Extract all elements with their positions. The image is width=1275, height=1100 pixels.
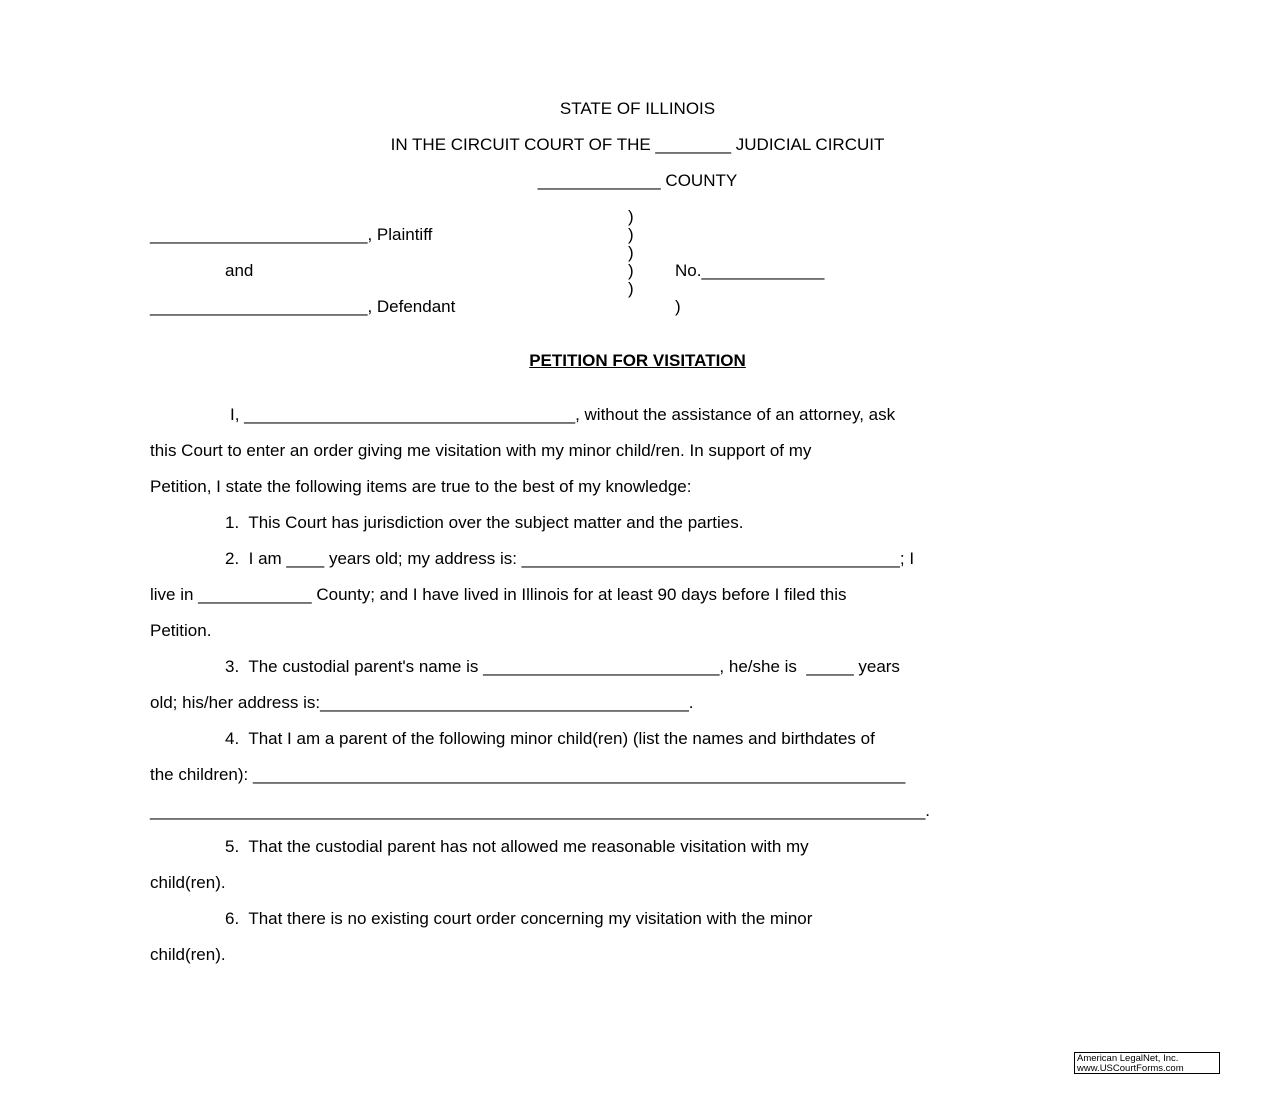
item-2-line: Petition. <box>150 621 212 640</box>
item-3-line: old; his/her address is:_______________________________________. <box>150 693 694 712</box>
item-6-line: 6. That there is no existing court order concerning my visitation with the minor <box>225 909 813 928</box>
caption-paren: ) <box>628 225 634 244</box>
petition-title: PETITION FOR VISITATION <box>529 351 746 370</box>
caption-paren: ) <box>628 261 634 280</box>
court-heading: IN THE CIRCUIT COURT OF THE ________ JUDICIAL CIRCUIT <box>390 135 885 154</box>
item-4-line: the children): _____________________________________________________________________ <box>150 765 906 784</box>
publisher-url: www.USCourtForms.com <box>1077 1063 1184 1074</box>
publisher-stamp <box>1074 1052 1220 1074</box>
item-5-line: child(ren). <box>150 873 226 892</box>
item-3-line: 3. The custodial parent's name is _________________________, he/she is _____ years <box>225 657 900 676</box>
publisher-name: American LegalNet, Inc. <box>1077 1053 1179 1064</box>
and-text: and <box>225 261 254 280</box>
item-2-line: 2. I am ____ years old; my address is: ________________________________________; I <box>225 549 915 568</box>
caption-paren: ) <box>628 207 634 226</box>
caption-paren: ) <box>675 297 681 316</box>
intro-line: Petition, I state the following items are true to the best of my knowledge: <box>150 477 692 496</box>
item-1-line: 1. This Court has jurisdiction over the subject matter and the parties. <box>225 513 744 532</box>
county-heading: _____________ COUNTY <box>537 171 738 190</box>
item-4-line: __________________________________________________________________________________. <box>150 801 930 820</box>
case-number: No._____________ <box>675 261 825 280</box>
item-6-line: child(ren). <box>150 945 226 964</box>
state-heading: STATE OF ILLINOIS <box>559 99 716 118</box>
plaintiff-line: _______________________, Plaintiff <box>150 225 433 244</box>
item-5-line: 5. That the custodial parent has not allowed me reasonable visitation with my <box>225 837 809 856</box>
item-4-line: 4. That I am a parent of the following minor child(ren) (list the names and birthdates of <box>225 729 875 748</box>
caption-paren: ) <box>628 279 634 298</box>
defendant-line: _______________________, Defendant <box>150 297 456 316</box>
intro-line: I, ___________________________________, without the assistance of an attorney, ask <box>230 405 896 424</box>
intro-line: this Court to enter an order giving me visitation with my minor child/ren. In support of my <box>150 441 812 460</box>
caption-paren: ) <box>628 243 634 262</box>
item-2-line: live in ____________ County; and I have lived in Illinois for at least 90 days before I filed this <box>150 585 847 604</box>
